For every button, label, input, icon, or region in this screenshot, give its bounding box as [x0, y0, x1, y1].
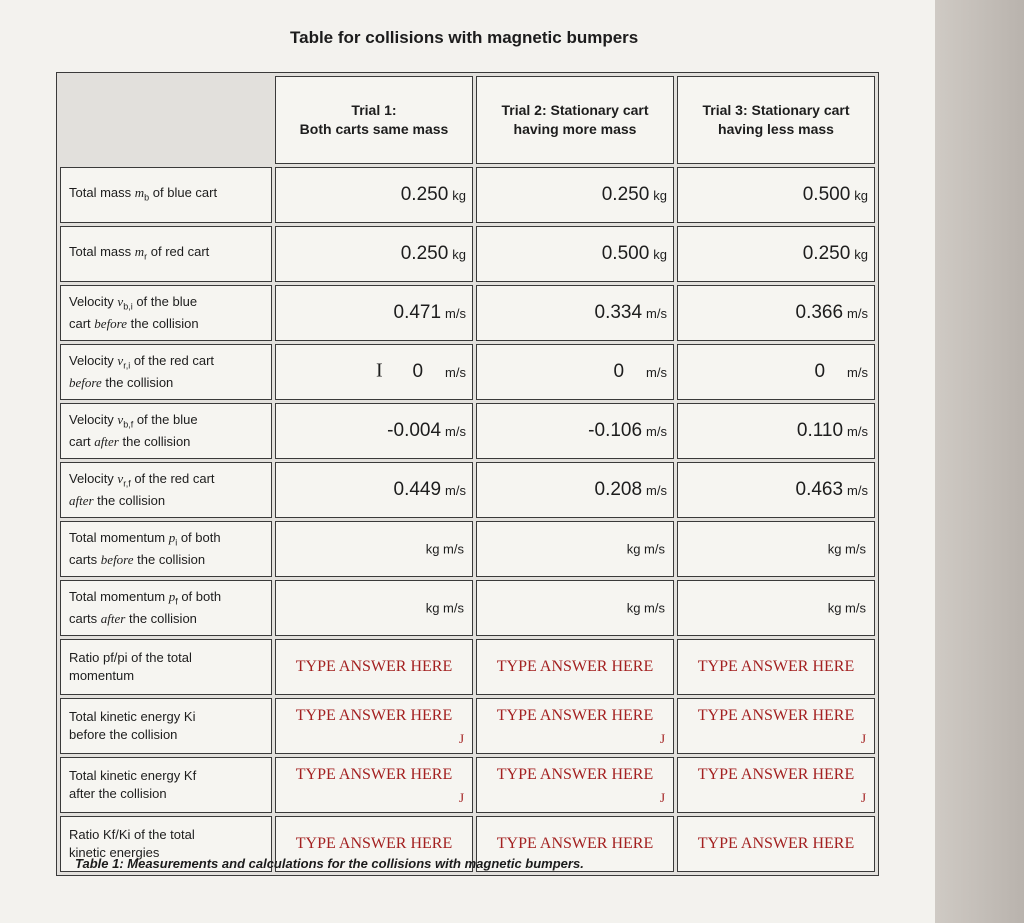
value-cell[interactable]	[476, 344, 674, 400]
momentum-input-cell[interactable]	[677, 580, 875, 636]
table-row	[60, 344, 875, 400]
unit-label: kg m/s	[827, 541, 866, 557]
background-edge	[935, 0, 1024, 923]
momentum-ratio-row	[60, 639, 875, 695]
value-number: 0.250	[601, 184, 650, 205]
value-number: 0.463	[795, 479, 844, 500]
answer-placeholder: TYPE ANSWER HERE	[295, 707, 453, 724]
row-label: Total kinetic energy Kf after the collision	[60, 757, 272, 813]
answer-input-cell[interactable]	[275, 698, 473, 754]
value-unit: kg	[452, 188, 466, 203]
value-unit: m/s	[445, 483, 466, 498]
header-trial-1: Trial 1: Both carts same mass	[275, 76, 473, 164]
unit-label: J	[458, 790, 464, 805]
value-unit: m/s	[445, 365, 466, 380]
value-number: 0.500	[601, 243, 650, 264]
value-number: 0.110	[796, 420, 844, 441]
value-unit: m/s	[646, 424, 667, 439]
table-row	[60, 403, 875, 459]
table-title: Table for collisions with magnetic bumpers	[290, 28, 639, 47]
momentum-input-cell[interactable]	[275, 580, 473, 636]
answer-placeholder: TYPE ANSWER HERE	[496, 658, 654, 675]
corner-cell	[60, 76, 272, 164]
value-cell[interactable]	[476, 462, 674, 518]
table-caption: Table 1: Measurements and calculations for the collisions with magnetic bumpers.	[75, 856, 584, 871]
energy-row	[60, 757, 875, 813]
row-label: Total kinetic energy Ki before the collision	[60, 698, 272, 754]
value-cell[interactable]	[476, 403, 674, 459]
energy-row	[60, 698, 875, 754]
value-number: 0.250	[400, 243, 449, 264]
answer-placeholder: TYPE ANSWER HERE	[295, 835, 453, 852]
value-cell[interactable]	[677, 226, 875, 282]
unit-label: kg m/s	[425, 541, 464, 557]
answer-placeholder: TYPE ANSWER HERE	[496, 835, 654, 852]
answer-input-cell[interactable]	[476, 698, 674, 754]
answer-input-cell[interactable]	[476, 639, 674, 695]
row-label: Ratio Kf/Ki of the total kinetic energies	[60, 816, 272, 872]
value-cell[interactable]	[275, 462, 473, 518]
value-number: 0	[613, 361, 625, 382]
header-row	[60, 76, 875, 164]
answer-placeholder: TYPE ANSWER HERE	[697, 835, 855, 852]
value-cell[interactable]	[476, 285, 674, 341]
table-row	[60, 285, 875, 341]
answer-placeholder: TYPE ANSWER HERE	[697, 658, 855, 675]
value-unit: kg	[854, 188, 868, 203]
unit-label: J	[860, 731, 866, 746]
momentum-input-cell[interactable]	[476, 580, 674, 636]
value-unit: m/s	[847, 365, 868, 380]
row-label: Total mass $m_r$ of red cart	[60, 226, 272, 282]
value-number: -0.004	[387, 420, 442, 441]
answer-placeholder: TYPE ANSWER HERE	[697, 766, 855, 783]
answer-input-cell[interactable]	[275, 757, 473, 813]
answer-input-cell[interactable]	[677, 757, 875, 813]
row-label: Total momentum $p_i$ of both carts before the collision	[60, 521, 272, 577]
unit-label: kg m/s	[626, 541, 665, 557]
row-label: Velocity $v_{b,i}$ of the blue cart before the collision	[60, 285, 272, 341]
value-cell[interactable]	[275, 344, 473, 400]
value-unit: m/s	[847, 424, 868, 439]
value-number: 0.208	[594, 479, 643, 500]
table-row	[60, 462, 875, 518]
momentum-input-cell[interactable]	[275, 521, 473, 577]
value-cell[interactable]	[275, 403, 473, 459]
unit-label: kg m/s	[425, 600, 464, 616]
value-number: 0.250	[802, 243, 851, 264]
value-cell[interactable]	[677, 285, 875, 341]
value-cell[interactable]	[476, 226, 674, 282]
momentum-row	[60, 521, 875, 577]
row-label: Velocity $v_{b,f}$ of the blue cart after the collision	[60, 403, 272, 459]
value-unit: kg	[653, 188, 667, 203]
value-unit: m/s	[646, 306, 667, 321]
value-cell[interactable]	[677, 344, 875, 400]
value-cell[interactable]	[275, 285, 473, 341]
header-trial-2: Trial 2: Stationary cart having more mass	[476, 76, 674, 164]
answer-input-cell[interactable]	[275, 639, 473, 695]
answer-input-cell[interactable]	[476, 757, 674, 813]
answer-input-cell[interactable]	[677, 816, 875, 872]
answer-placeholder: TYPE ANSWER HERE	[295, 658, 453, 675]
unit-label: J	[860, 790, 866, 805]
value-number: 0.500	[802, 184, 851, 205]
value-number: -0.106	[588, 420, 643, 441]
unit-label: kg m/s	[827, 600, 866, 616]
row-label: Total mass $m_b$ of blue cart	[60, 167, 272, 223]
value-cell[interactable]	[275, 226, 473, 282]
value-unit: m/s	[445, 306, 466, 321]
momentum-row	[60, 580, 875, 636]
value-cell[interactable]	[677, 403, 875, 459]
value-unit: kg	[452, 247, 466, 262]
row-label: Ratio pf/pi of the total momentum	[60, 639, 272, 695]
value-cell[interactable]	[275, 167, 473, 223]
value-cell[interactable]	[677, 167, 875, 223]
unit-label: kg m/s	[626, 600, 665, 616]
answer-placeholder: TYPE ANSWER HERE	[496, 707, 654, 724]
answer-input-cell[interactable]	[677, 698, 875, 754]
unit-label: J	[659, 731, 665, 746]
answer-placeholder: TYPE ANSWER HERE	[295, 766, 453, 783]
value-unit: m/s	[847, 306, 868, 321]
value-number: 0.366	[795, 302, 844, 323]
text-cursor-icon: I	[376, 359, 383, 382]
collision-table	[56, 72, 879, 876]
row-label: Total momentum $p_f$ of both carts after the collision	[60, 580, 272, 636]
table-row	[60, 167, 875, 223]
value-unit: kg	[653, 247, 667, 262]
unit-label: J	[458, 731, 464, 746]
value-unit: m/s	[646, 365, 667, 380]
row-label: Velocity $v_{r,f}$ of the red cart after the collision	[60, 462, 272, 518]
value-number: 0	[412, 361, 424, 382]
header-trial-3: Trial 3: Stationary cart having less mass	[677, 76, 875, 164]
row-label: Velocity $v_{r,i}$ of the red cart before the collision	[60, 344, 272, 400]
value-unit: m/s	[445, 424, 466, 439]
value-cell[interactable]	[476, 167, 674, 223]
value-unit: m/s	[646, 483, 667, 498]
value-number: 0.449	[393, 479, 442, 500]
table-row	[60, 226, 875, 282]
unit-label: J	[659, 790, 665, 805]
answer-placeholder: TYPE ANSWER HERE	[496, 766, 654, 783]
value-unit: kg	[854, 247, 868, 262]
value-cell[interactable]	[677, 462, 875, 518]
value-unit: m/s	[847, 483, 868, 498]
momentum-input-cell[interactable]	[476, 521, 674, 577]
value-number: 0.471	[393, 302, 442, 323]
answer-placeholder: TYPE ANSWER HERE	[697, 707, 855, 724]
momentum-input-cell[interactable]	[677, 521, 875, 577]
value-number: 0.334	[594, 302, 643, 323]
value-number: 0	[814, 361, 826, 382]
answer-input-cell[interactable]	[677, 639, 875, 695]
value-number: 0.250	[400, 184, 449, 205]
